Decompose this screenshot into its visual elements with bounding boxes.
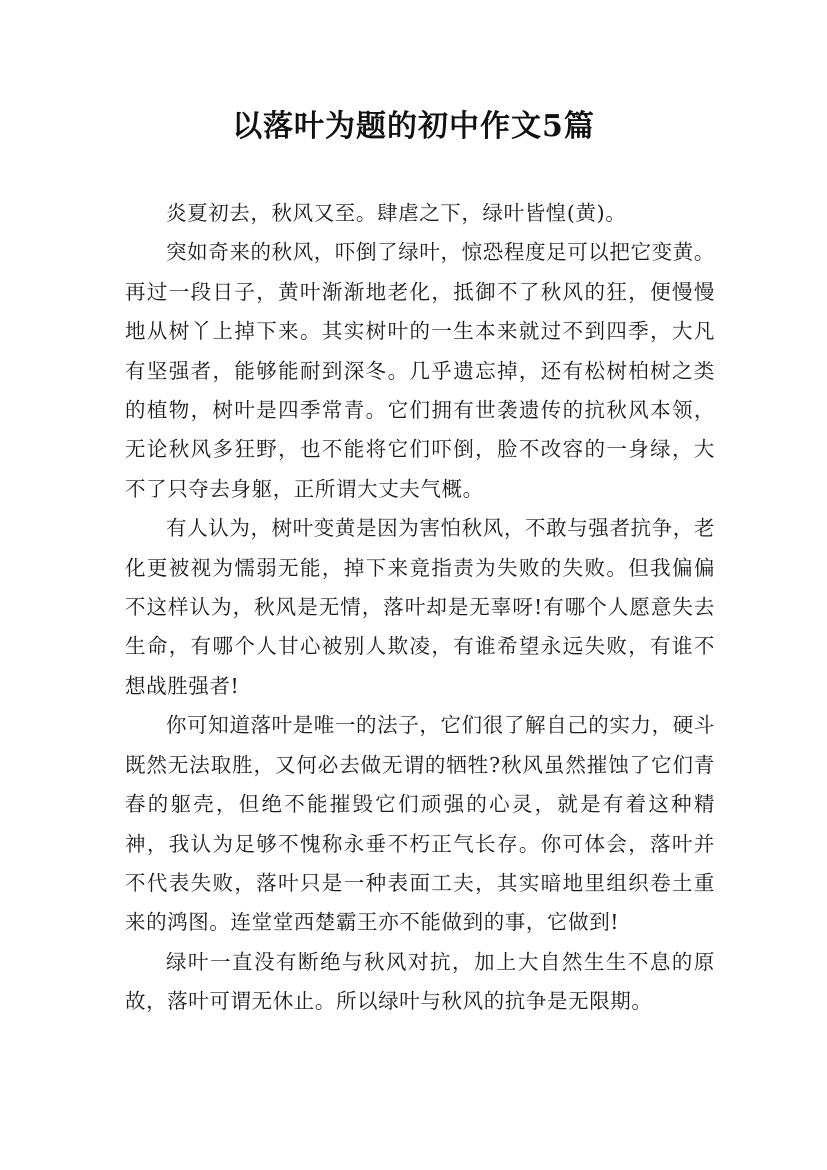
document-body [125, 194, 715, 1022]
paragraph: 突如奇来的秋风，吓倒了绿叶，惊恐程度足可以把它变黄。再过一段日子，黄叶渐渐地老化，抵御不了秋风的狂，便慢慢地从树丫上掉下来。其实树叶的一生本来就过不到四季，大凡有坚强者，能够能耐到深冬。几乎遗忘掉，还有松树柏树之类的植物，树叶是四季常青。它们拥有世袭遗传的抗秋风本领，无论秋风多狂野，也不能将它们吓倒，脸不改容的一身绿，大不了只夺去身躯，正所谓大丈夫气概。 [125, 240, 715, 501]
paragraph: 炎夏初去，秋风又至。肆虐之下，绿叶皆惶(黄)。 [166, 201, 627, 225]
document-title: 以落叶为题的初中作文5篇 [232, 109, 595, 144]
paragraph: 绿叶一直没有断绝与秋风对抗，加上大自然生生不息的原故，落叶可谓无休止。所以绿叶与秋风的抗争是无限期。 [125, 949, 715, 1014]
paragraph: 你可知道落叶是唯一的法子，它们很了解自己的实力，硬斗既然无法取胜，又何必去做无谓的牺牲?秋风虽然摧蚀了它们青春的躯壳，但绝不能摧毁它们顽强的心灵，就是有着这种精神，我认为足够不愧称永垂不朽正气长存。你可体会，落叶并不代表失败，落叶只是一种表面工夫，其实暗地里组织卷土重来的鸿图。连堂堂西楚霸王亦不能做到的事，它做到! [125, 713, 715, 935]
paragraph: 有人认为，树叶变黄是因为害怕秋风，不敢与强者抗争，老化更被视为懦弱无能，掉下来竟指责为失败的失败。但我偏偏不这样认为，秋风是无情，落叶却是无辜呀!有哪个人愿意失去生命，有哪个人甘心被别人欺凌，有谁希望永远失败，有谁不想战胜强者! [125, 516, 715, 698]
